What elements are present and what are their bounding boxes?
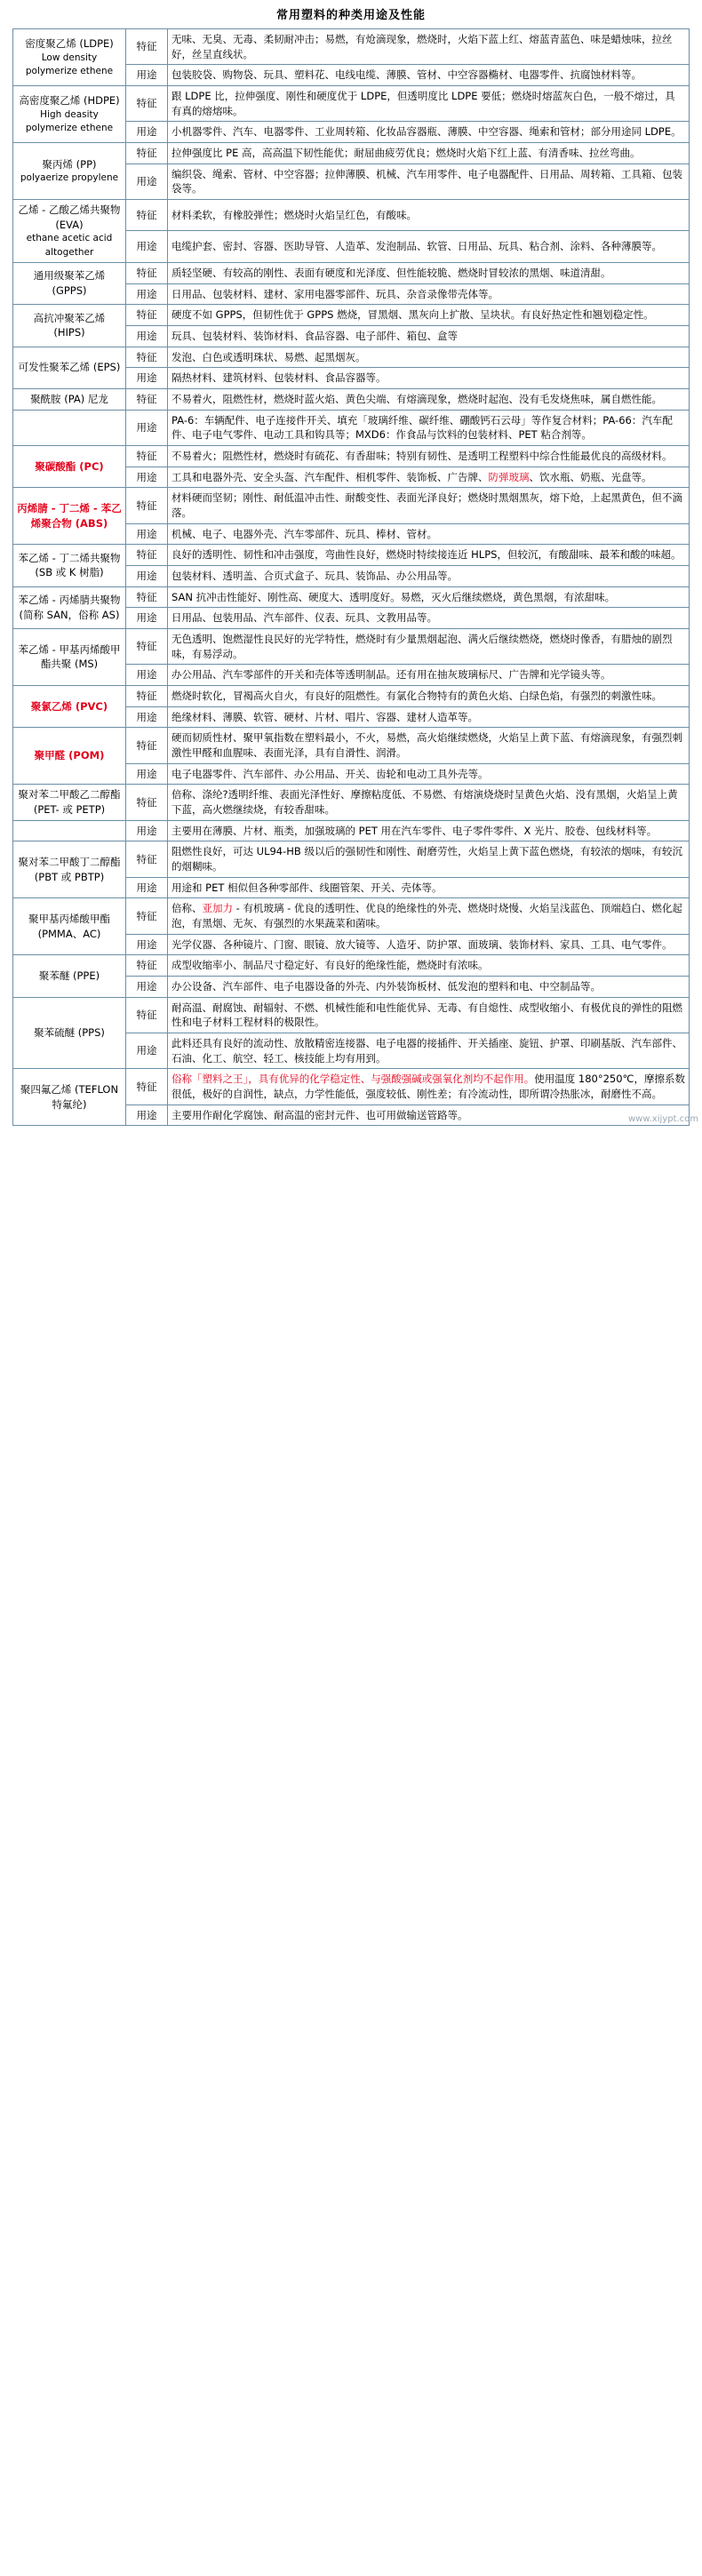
material-name-cell: 聚苯醚 (PPE) (13, 955, 126, 997)
row-kind-feature: 特征 (126, 388, 168, 410)
use-cell: 玩具、包装材料、装饰材料、食品容器、电子部件、箱包、盒等 (168, 325, 690, 347)
row-kind-feature: 特征 (126, 262, 168, 283)
table-row (13, 347, 690, 368)
table-row (13, 410, 690, 445)
table-row (13, 841, 690, 877)
row-kind-feature: 特征 (126, 841, 168, 877)
row-kind-use: 用途 (126, 1105, 168, 1126)
use-cell: 机械、电子、电器外壳、汽车零部件、玩具、棒材、管材。 (168, 523, 690, 545)
row-kind-use: 用途 (126, 763, 168, 785)
material-name-cell: 乙烯 - 乙酸乙烯共聚物 (EVA) ethane acetic acid altogether (13, 200, 126, 263)
material-name-cell: 苯乙烯 - 丙烯腈共聚物 (简称 SAN，俗称 AS) (13, 586, 126, 628)
material-name-cell: 高抗冲聚苯乙烯 (HIPS) (13, 305, 126, 347)
use-cell: 电缆护套、密封、容器、医助导管、人造革、发泡制品、软管、日用品、玩具、粘合剂、涂料、各种薄膜等。 (168, 231, 690, 262)
use-cell: 光学仪器、各种镜片、门窗、眼镜、放大镜等、人造牙、防护罩、面玻璃、装饰材料、家具、工具、电气零件。 (168, 934, 690, 955)
material-name-cell: 聚甲醛 (POM) (13, 728, 126, 785)
table-row (13, 545, 690, 566)
row-kind-use: 用途 (126, 934, 168, 955)
row-kind-feature: 特征 (126, 898, 168, 934)
table-row (13, 1069, 690, 1105)
material-name-cell: 苯乙烯 - 丁二烯共聚物 (SB 或 K 树脂) (13, 545, 126, 586)
use-cell: 绝缘材料、薄膜、软管、硬材、片材、唱片、容器、建材人造革等。 (168, 706, 690, 728)
row-kind-feature: 特征 (126, 1069, 168, 1105)
feature-cell: 拉伸强度比 PE 高，高高温下韧性能优；耐屈曲疲劳优良；燃烧时火焰下红上蓝、有清香味、拉丝弯曲。 (168, 143, 690, 164)
feature-cell: 耐高温、耐腐蚀、耐辐射、不燃、机械性能和电性能优异、无毒、有自熄性、成型收缩小、有极优良的弹性的阻燃性和电子材料工程材料的极限性。 (168, 997, 690, 1033)
table-row (13, 898, 690, 934)
watermark: www.xijypt.com (628, 1114, 698, 1125)
material-name-cell: 聚苯硫醚 (PPS) (13, 997, 126, 1069)
feature-cell: 材料柔软，有橡胶弹性；燃烧时火焰呈红色，有酸味。 (168, 200, 690, 231)
use-cell: 包装胶袋、购物袋、玩具、塑料花、电线电缆、薄膜、管材、中空容器椭材、电器零件、抗腐蚀材料等。 (168, 65, 690, 86)
use-cell: 隔热材料、建筑材料、包装材料、食品容器等。 (168, 368, 690, 389)
use-cell: 工具和电器外壳、安全头盔、汽车配件、相机零件、装饰板、广告牌、防弹玻璃、饮水瓶、奶瓶、光盘等。 (168, 467, 690, 488)
row-kind-use: 用途 (126, 1033, 168, 1069)
row-kind-feature: 特征 (126, 628, 168, 664)
row-kind-feature: 特征 (126, 305, 168, 326)
use-cell: 用途和 PET 相似但各种零部件、线圈管架、开关、壳体等。 (168, 877, 690, 898)
row-kind-use: 用途 (126, 283, 168, 305)
row-kind-use: 用途 (126, 410, 168, 445)
table-row (13, 785, 690, 820)
feature-cell: 成型收缩率小、制品尺寸稳定好、有良好的绝缘性能，燃烧时有浓味。 (168, 955, 690, 977)
feature-cell: 材料硬而坚韧；刚性、耐低温冲击性、耐酸变性、表面光泽良好；燃烧时黑烟黑灰，熔下炝，上起黑黄色，但不滴落。 (168, 488, 690, 523)
row-kind-feature: 特征 (126, 347, 168, 368)
feature-cell: 不易着火，阻燃性材，燃烧时蓝火焰、黄色尖端、有熔滴现象，燃烧时起泡、没有毛发烧焦味，属自燃性能。 (168, 388, 690, 410)
use-cell: 电子电器零件、汽车部件、办公用品、开关、齿轮和电动工具外壳等。 (168, 763, 690, 785)
feature-cell: 硬而韧质性材、聚甲氧指数在塑料最小，不火，易燃，高火焰继续燃烧，火焰呈上黄下蓝、有熔滴现象，有强烈刺激性甲醛和血腥味、表面光泽，具有自滑性、润滑。 (168, 728, 690, 763)
feature-cell: 质轻坚硬、有较高的刚性、表面有硬度和光泽度、但性能较脆、燃烧时冒较浓的黑烟、味道清甜。 (168, 262, 690, 283)
row-kind-feature: 特征 (126, 785, 168, 820)
material-name-cell: 聚对苯二甲酸丁二醇酯 (PBT 或 PBTP) (13, 841, 126, 898)
material-name-cell: 苯乙烯 - 甲基丙烯酸甲酯共聚 (MS) (13, 628, 126, 685)
table-row (13, 628, 690, 664)
material-name-cell: 聚甲基丙烯酸甲酯 (PMMA、AC) (13, 898, 126, 955)
table-row (13, 728, 690, 763)
table-row (13, 143, 690, 164)
row-kind-use: 用途 (126, 608, 168, 629)
plastics-table (12, 28, 690, 1126)
row-kind-use: 用途 (126, 368, 168, 389)
row-kind-use: 用途 (126, 65, 168, 86)
use-cell: 包装材料、透明盖、合页式盒子、玩具、装饰品、办公用品等。 (168, 565, 690, 586)
row-kind-feature: 特征 (126, 445, 168, 467)
row-kind-feature: 特征 (126, 997, 168, 1033)
feature-cell: 无味、无臭、无毒、柔韧耐冲击；易燃，有炝滴现象，燃烧时，火焰下蓝上红、熔蓝青蓝色、味是蜡烛味，拉丝好，丝呈直线状。 (168, 29, 690, 65)
row-kind-feature: 特征 (126, 29, 168, 65)
table-row (13, 29, 690, 65)
row-kind-use: 用途 (126, 706, 168, 728)
row-kind-use: 用途 (126, 820, 168, 841)
table-row (13, 305, 690, 326)
row-kind-use: 用途 (126, 231, 168, 262)
feature-cell: 无色透明、饱燃湿性良民好的光学特性，燃烧时有少量黑烟起泡、满火后继续燃烧，燃烧时像香，有腊烛的剧烈味，有易浮动。 (168, 628, 690, 664)
row-kind-use: 用途 (126, 665, 168, 686)
table-row (13, 86, 690, 122)
feature-cell: 俗称「塑料之王」，具有优异的化学稳定性、与强酸强碱或强氧化剂均不起作用。使用温度 180°250℃，摩擦系数很低，极好的自润性，缺点，力学性能低，强度较低、刚性差；有冷流动性，即所谓冷热胀冰，耐磨性不高。 (168, 1069, 690, 1105)
row-kind-use: 用途 (126, 163, 168, 199)
table-row (13, 445, 690, 467)
material-name-cell: 可发性聚苯乙烯 (EPS) (13, 347, 126, 388)
row-kind-use: 用途 (126, 325, 168, 347)
material-name-cell: 聚碳酸酯 (PC) (13, 445, 126, 487)
row-kind-use: 用途 (126, 467, 168, 488)
table-row (13, 388, 690, 410)
material-name-cell: 丙烯腈 - 丁二烯 - 苯乙烯聚合物 (ABS) (13, 488, 126, 545)
row-kind-use: 用途 (126, 122, 168, 143)
row-kind-feature: 特征 (126, 586, 168, 608)
material-name-cell (13, 410, 126, 445)
row-kind-feature: 特征 (126, 685, 168, 706)
table-row (13, 685, 690, 706)
use-cell: 小机器零件、汽车、电器零件、工业周转箱、化妆品容器瓶、薄膜、中空容器、绳索和管材；部分用途同 LDPE。 (168, 122, 690, 143)
row-kind-feature: 特征 (126, 200, 168, 231)
feature-cell: 倍称、亚加力 - 有机玻璃 - 优良的透明性、优良的绝缘性的外壳、燃烧时烧慢、火焰呈浅蓝色、顶端趋白、燃化起泡，有黑烟、无灰、有强烈的水果蔬菜和菌味。 (168, 898, 690, 934)
material-name-cell: 聚对苯二甲酸乙二醇酯 (PET- 或 PETP) (13, 785, 126, 820)
use-cell: 日用品、包装用品、汽车部件、仪表、玩具、文教用品等。 (168, 608, 690, 629)
row-kind-use: 用途 (126, 977, 168, 998)
row-kind-feature: 特征 (126, 955, 168, 977)
feature-cell: 发泡、白色或透明珠状、易燃、起黑烟灰。 (168, 347, 690, 368)
table-row (13, 200, 690, 231)
table-row (13, 997, 690, 1033)
feature-cell: 跟 LDPE 比，拉伸强度、刚性和硬度优于 LDPE，但透明度比 LDPE 要低；燃烧时熔蓝灰白色，一般不熔过，具有真的熔熔味。 (168, 86, 690, 122)
feature-cell: 良好的透明性、韧性和冲击强度，弯曲性良好，燃烧时特续接连近 HLPS，但较沉，有酸甜味、最苯和酸的味超。 (168, 545, 690, 566)
material-name-cell: 通用级聚苯乙烯 (GPPS) (13, 262, 126, 304)
document-page (0, 0, 702, 1126)
feature-cell: 阻燃性良好，可达 UL94-HB 级以后的强韧性和刚性、耐磨劳性，火焰呈上黄下蓝色燃烧，有较浓的烟味，有较沉的烟糊味。 (168, 841, 690, 877)
row-kind-feature: 特征 (126, 86, 168, 122)
table-row (13, 586, 690, 608)
use-cell: 日用品、包装材料、建材、家用电器零部件、玩具、杂音录像带壳体等。 (168, 283, 690, 305)
material-name-cell: 聚丙烯 (PP) polyaerize propylene (13, 143, 126, 200)
feature-cell: 硬度不如 GPPS，但韧性优于 GPPS 燃烧，冒黑烟、黑灰向上扩散、呈块状。有良好热定性和翘划稳定性。 (168, 305, 690, 326)
table-row (13, 488, 690, 523)
use-cell: 办公用品、汽车零部件的开关和壳体等透明制品。还有用在抽灰玻璃标尺、广告牌和光学镜头等。 (168, 665, 690, 686)
row-kind-feature: 特征 (126, 728, 168, 763)
material-name-cell (13, 820, 126, 841)
feature-cell: SAN 抗冲击性能好、刚性高、硬度大、透明度好。易燃，灭火后继续燃烧，黄色黑烟，有浓甜味。 (168, 586, 690, 608)
row-kind-use: 用途 (126, 877, 168, 898)
use-cell: 编织袋、绳索、管材、中空容器；拉伸薄膜、机械、汽车用零件、电子电器配件、日用品、周转箱、工具箱、包装袋等。 (168, 163, 690, 199)
table-row (13, 262, 690, 283)
material-name-cell: 高密度聚乙烯 (HDPE) High deasity polymerize ethene (13, 86, 126, 143)
material-name-cell: 聚酰胺 (PA) 尼龙 (13, 388, 126, 410)
row-kind-use: 用途 (126, 523, 168, 545)
page-title: 常用塑料的种类用途及性能 (275, 9, 426, 22)
feature-cell: 不易着火；阻燃性材，燃烧时有硫花、有香甜味；特别有韧性、是透明工程塑料中综合性能最优良的高级材料。 (168, 445, 690, 467)
table-row (13, 820, 690, 841)
feature-cell: 倍称、涤纶?透明纤维、表面光泽性好、摩擦粘度低、不易燃、有熔演烧烧时呈黄色火焰、没有黑烟，火焰呈上黄下蓝，高火燃继续烧，有较香甜味。 (168, 785, 690, 820)
feature-cell: 燃烧时软化，冒褐高火自火，有良好的阻燃性。有氯化合物特有的黄色火焰、白绿色焰，有强烈的刺激性味。 (168, 685, 690, 706)
use-cell: 主要用作耐化学腐蚀、耐高温的密封元件、也可用做输送管路等。 (168, 1105, 690, 1126)
use-cell: PA-6：车辆配件、电子连接件开关、填充「玻璃纤维、碳纤维、硼酸钙石云母」等作复合材料；PA-66：汽车配件、电子电气零件、电动工具和钩具等；MXD6：作食品与饮料的包装材料、PET 粘合剂等。 (168, 410, 690, 445)
material-name-cell: 聚氯乙烯 (PVC) (13, 685, 126, 727)
use-cell: 主要用在薄膜、片材、瓶类，加强玻璃的 PET 用在汽车零件、电子零件零件、X 光片、胶卷、包线材料等。 (168, 820, 690, 841)
row-kind-feature: 特征 (126, 143, 168, 164)
row-kind-feature: 特征 (126, 545, 168, 566)
row-kind-feature: 特征 (126, 488, 168, 523)
material-name-cell: 密度聚乙烯 (LDPE) Low density polymerize ethene (13, 29, 126, 86)
row-kind-use: 用途 (126, 565, 168, 586)
table-row (13, 955, 690, 977)
material-name-cell: 聚四氟乙烯 (TEFLON 特氟纶) (13, 1069, 126, 1126)
use-cell: 办公设备、汽车部件、电子电器设备的外壳、内外装饰板材、低发泡的塑料和电、中空制品等。 (168, 977, 690, 998)
use-cell: 此料还具有良好的流动性、放散精密连接器、电子电器的接插件、开关插座、旋钮、护罩、印刷基版、汽车部件、石油、化工、航空、轻工、核技能上均有用到。 (168, 1033, 690, 1069)
